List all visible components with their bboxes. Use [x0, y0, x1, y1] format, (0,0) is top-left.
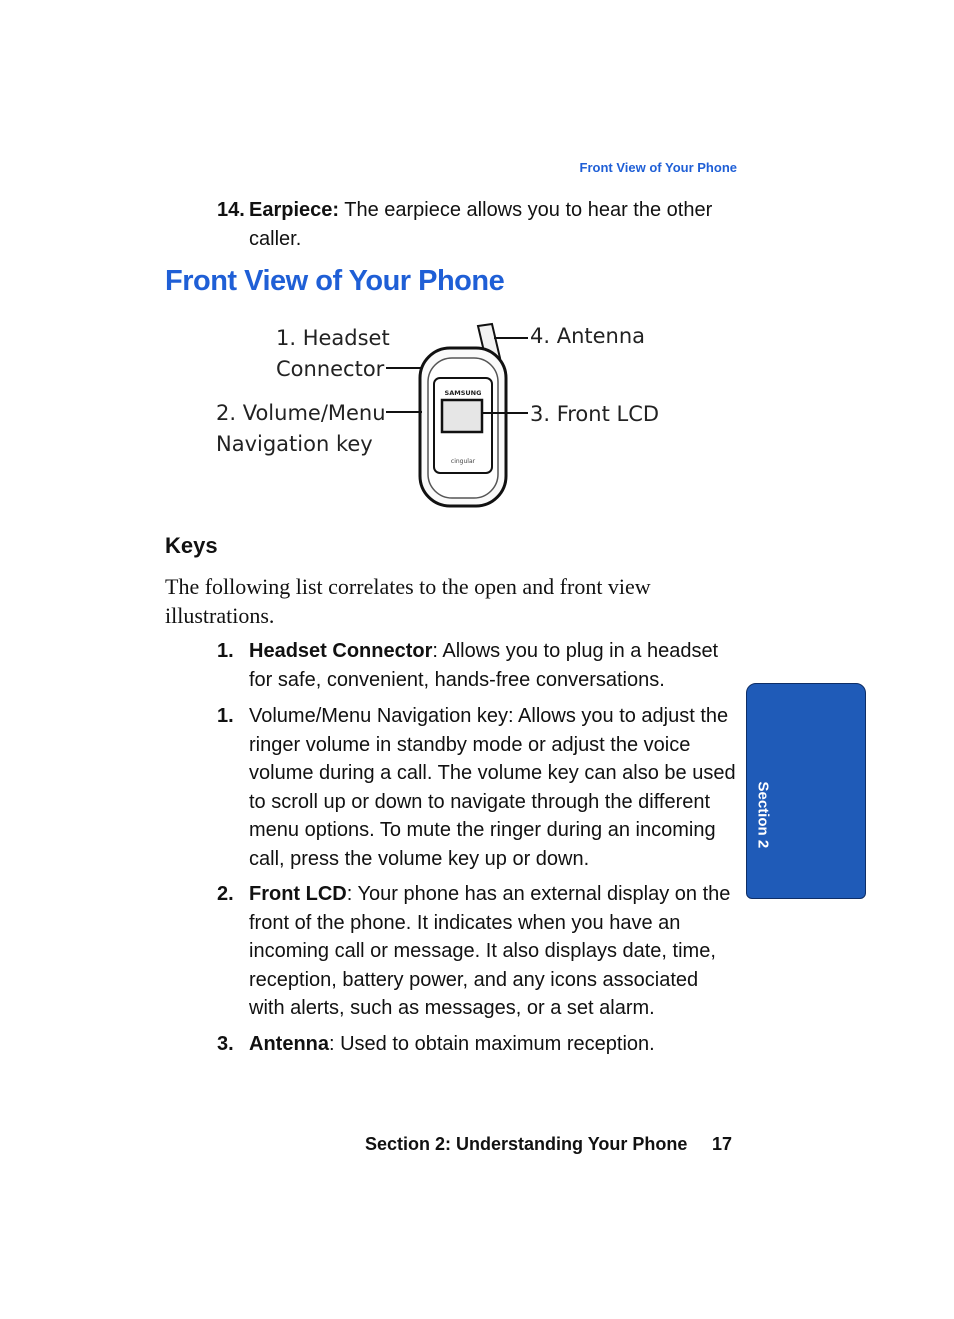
section-tab-label: Section 2: [754, 781, 772, 849]
item-number: 1.: [217, 705, 234, 727]
list-item-earpiece: [217, 196, 737, 253]
running-head: Front View of Your Phone: [579, 160, 737, 175]
carrier-logo: cingular: [450, 458, 476, 465]
label-volume-menu-1: 2. Volume/Menu: [216, 401, 386, 425]
page-title: Front View of Your Phone: [165, 265, 505, 297]
brand-logo: SAMSUNG: [444, 389, 482, 397]
item-term: Antenna: [249, 1033, 329, 1055]
item-text: The earpiece allows you to hear the other caller.: [249, 199, 713, 250]
item-text: Volume/Menu Navigation key: Allows you to adjust the ringer volume in standby mode or adjust the voice volume during a call. The volume key can also be used to scroll up or down to navigate through the different menu options. To mute the ringer during an incoming call, press the volume key up or down.: [249, 705, 736, 870]
item-number: 1.: [217, 640, 234, 662]
item-number: 2.: [217, 883, 234, 905]
list-item: [217, 702, 737, 873]
item-number: 3.: [217, 1033, 234, 1055]
list-item: [217, 637, 737, 694]
item-term: Front LCD: [249, 883, 347, 905]
label-antenna: 4. Antenna: [530, 324, 646, 348]
item-number: 14.: [217, 199, 245, 221]
item-term: Headset Connector: [249, 640, 433, 662]
item-text: : Allows you to plug in a headset for safe, convenient, hands-free conversations.: [249, 640, 719, 691]
page-number: 17: [712, 1134, 733, 1154]
label-headset-connector-1: 1. Headset: [276, 326, 390, 350]
list-item: [217, 880, 737, 1023]
label-volume-menu-2: Navigation key: [216, 432, 373, 456]
list-item: [217, 1030, 737, 1059]
item-text: : Used to obtain maximum reception.: [329, 1033, 655, 1055]
section-tab: [746, 683, 866, 899]
item-text: : Your phone has an external display on the front of the phone. It indicates when you have an incoming call or message. It also displays date, time, reception, battery power, and any icons associated with alerts, such as messages, or a set alarm.: [249, 883, 731, 1019]
phone-illustration: [210, 318, 670, 513]
front-lcd-shape: [442, 400, 482, 432]
label-front-lcd: 3. Front LCD: [530, 402, 660, 426]
section-subheading: Keys: [165, 533, 218, 558]
label-headset-connector-2: Connector: [276, 357, 385, 381]
page-footer: Section 2: Understanding Your Phone: [365, 1134, 688, 1154]
phone-front-view-figure: [210, 318, 670, 513]
intro-paragraph: The following list correlates to the open and front view illustrations.: [165, 574, 651, 628]
item-term: Earpiece:: [249, 199, 340, 221]
